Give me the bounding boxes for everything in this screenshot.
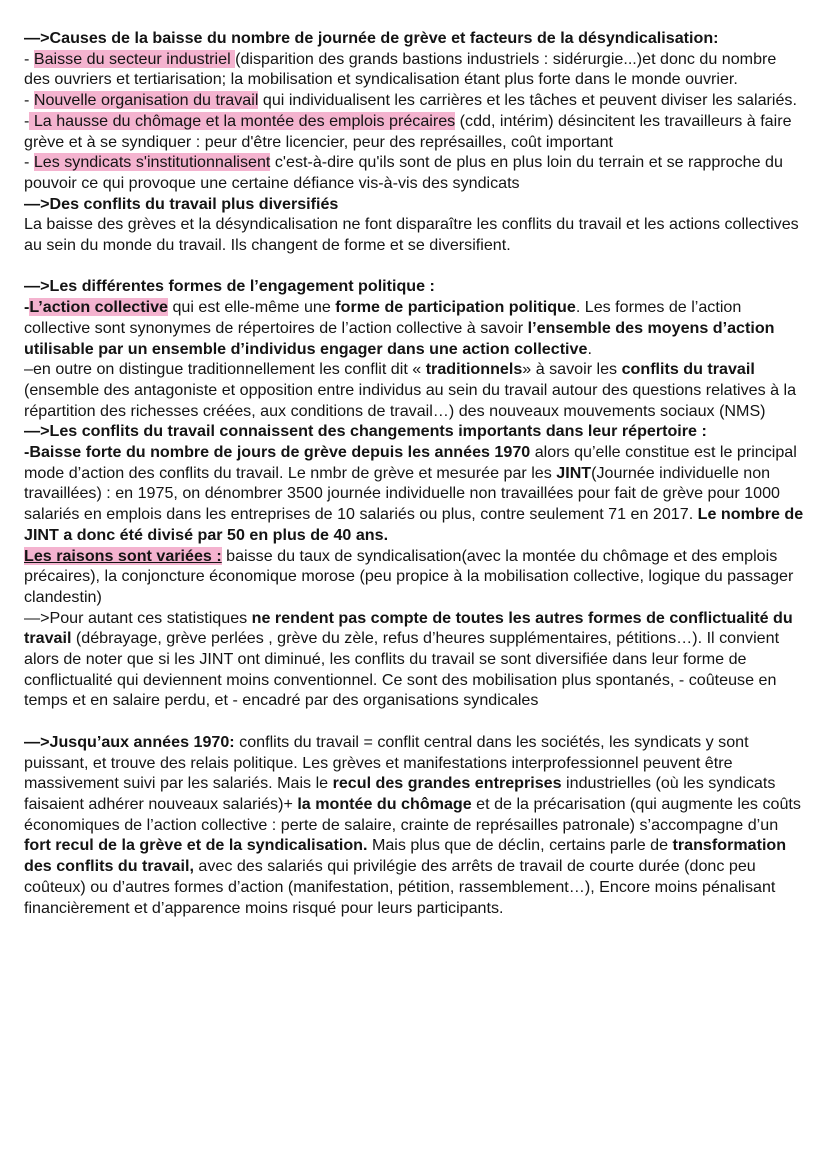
highlight-industry: Baisse du secteur industriel bbox=[33, 49, 236, 68]
engagement-paragraph-1: -L’action collective qui est elle-même une forme de participation politique. Les formes de l’action collective sont synonymes de répertoires de l’action collective à savoir l’ensemble des moyens d’action utilisable par un ensemble d’individus engager dans une action collective. bbox=[24, 298, 775, 358]
cause-item-unemployment: - La hausse du chômage et la montée des emplois précaires (cdd, intérim) désincitent les travailleurs à faire grève et à se syndiquer : peur d'être licencier, peur des représailles, coût important bbox=[24, 111, 792, 151]
reasons-paragraph: Les raisons sont variées : baisse du taux de syndicalisation(avec la montée du chômage et des emplois précaires), la conjoncture économique morose (peu propice à la mobilisation collective, logique du passager clandestin) bbox=[24, 546, 794, 606]
cause-item-organisation: - Nouvelle organisation du travail qui individualisent les carrières et les tâches et peuvent diviser les salariés. bbox=[24, 91, 797, 110]
engagement-paragraph-2: –en outre on distingue traditionnellement les conflit dit « traditionnels» à savoir les conflits du travail (ensemble des antagoniste et opposition entre individus au sein du travail autour des questions relatives à la répartition des richesses créées, aux conditions de travail…) des nouveaux mouvements sociaux (NMS) bbox=[24, 360, 797, 420]
cause-item-unions: - Les syndicats s'institutionnalisent c'est-à-dire qu'ils sont de plus en plus loin du terrain et se rapproche du pouvoir ce qui provoque une certaine défiance vis-à-vis des syndicats bbox=[24, 153, 783, 192]
diversified-heading: —>Des conflits du travail plus diversifiés bbox=[24, 194, 339, 213]
diversified-text: La baisse des grèves et la désyndicalisation ne font disparaître les conflits du travail et les actions collectives au sein du monde du travail. Ils changent de forme et se diversifient. bbox=[24, 215, 799, 255]
cause-item-industry: - Baisse du secteur industriel (disparition des grands bastions industriels : sidérurgie...)et donc du nombre des ouvriers et tertiarisation; la mobilisation et syndicalisation étant plus forte dans le monde ouvrier. bbox=[24, 49, 777, 89]
changes-heading: —>Les conflits du travail connaissent des changements importants dans leur répertoire : bbox=[24, 422, 707, 441]
spacer bbox=[24, 711, 806, 732]
causes-heading: —>Causes de la baisse du nombre de journée de grève et facteurs de la désyndicalisation: bbox=[24, 29, 719, 47]
engagement-heading: —>Les différentes formes de l’engagement politique : bbox=[24, 277, 435, 296]
until-1970-paragraph: —>Jusqu’aux années 1970: conflits du travail = conflit central dans les sociétés, les syndicats y sont puissant, et trouve des relais politique. Les grèves et manifestations interprofessionnel peuvent être massivement suivi par les salariés. Mais le recul des grandes entreprises industrielles (où les syndicats faisaient adhérer nouveaux salariés)+ la montée du chômage et de la précarisation (qui augmente les coûts économiques de l’action collective : perte de salaire, crainte de représailles patronale) s’accompagne d’un fort recul de la grève et de la syndicalisation. Mais plus que de déclin, certains parle de transformation des conflits du travail, avec des salariés qui privilégie des arrêts de travail de courte durée (donc peu coûteux) ou d’autres formes d’action (manifestation, pétition, rassemblement…), Encore moins pénalisant financièrement et d’apparence moins risqué pour leurs participants. bbox=[24, 732, 801, 917]
highlight-unemployment: La hausse du chômage et la montée des emplois précaires bbox=[29, 111, 456, 130]
highlight-collective-action: L’action collective bbox=[29, 298, 168, 317]
highlight-reasons: Les raisons sont variées : bbox=[24, 546, 222, 565]
spacer bbox=[24, 256, 806, 277]
highlight-unions: Les syndicats s'institutionnalisent bbox=[33, 153, 271, 172]
changes-paragraph-1: -Baisse forte du nombre de jours de grève depuis les années 1970 alors qu’elle constitue est le principal mode d’action des conflits du travail. Le nmbr de grève et mesurée par les JINT(Journée individuelle non travaillées) : en 1975, on dénombrer 3500 journée individuelle non travaillées pour fait de grève pour 1000 salariés en emplois dans les entreprises de 10 salariés ou plus, contre seulement 71 en 2017. Le nombre de JINT a donc été divisé par 50 en plus de 40 ans. bbox=[24, 443, 804, 544]
changes-paragraph-3: —>Pour autant ces statistiques ne rendent pas compte de toutes les autres formes de conflictualité du travail (débrayage, grève perlées , grève du zèle, refus d’heures supplémentaires, pétitions…). Il convient alors de noter que si les JINT ont diminué, les conflits du travail se sont diversifiée dans leur forme de conflictualité qui deviennent moins conventionnel. Ce sont des mobilisation plus spontanés, - coûteuse en temps et en salaire perdu, et - encadré par des organisations syndicales bbox=[24, 608, 793, 710]
highlight-organisation: Nouvelle organisation du travail bbox=[33, 91, 259, 110]
